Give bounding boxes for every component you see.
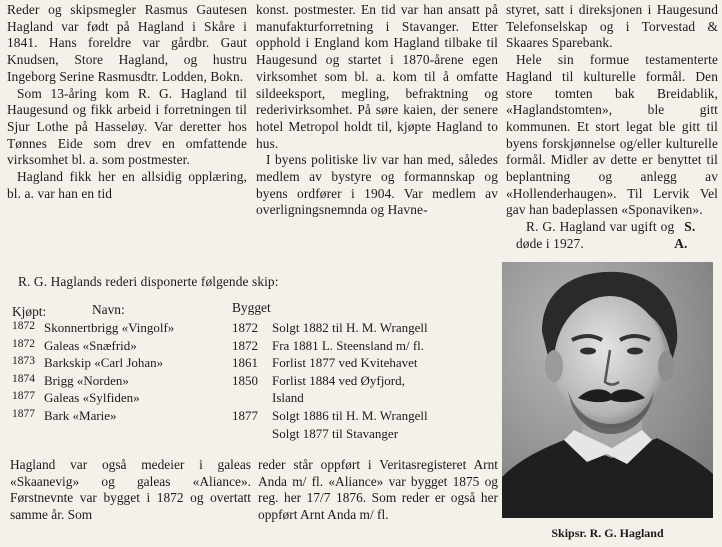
paragraph-coowner: Hagland var også medeier i galeas «Skaanevig» og galeas «Aliance». Førstnevnte var bygget i 1872 og overtatt samme år. Som — [10, 457, 251, 522]
cell-name: Galeas «Sylfiden» — [44, 390, 140, 406]
lower-column-2 — [258, 457, 498, 523]
cell-fate: Solgt 1886 til H. M. Wrangell — [272, 407, 428, 423]
table-row — [0, 426, 500, 444]
paragraph-intro: Reder og skipsmegler Rasmus Gautesen Hagland var født på Hagland i Skåre i 1841. Hans foreldre var gårdbr. Gaut Knudsen, Store Hagland, og hustru Ingeborg Serine Rasmusdtr. Lodden, Bokn. — [7, 2, 247, 84]
header-built: Bygget — [232, 300, 271, 315]
cell-fate: Forlist 1877 ved Kvitehavet — [272, 355, 418, 371]
table-row — [0, 373, 500, 391]
cell-name: Skonnertbrigg «Vingolf» — [44, 320, 175, 335]
lower-column-1 — [10, 457, 251, 523]
cell-built: 1850 — [232, 372, 258, 388]
article-column-2 — [256, 2, 498, 219]
cell-built: 1872 — [232, 320, 258, 335]
cell-fate: Fra 1881 L. Steensland m/ fl. — [272, 337, 425, 353]
table-row — [0, 355, 500, 373]
cell-year: 1872 — [12, 337, 35, 350]
photo-caption: Skipsr. R. G. Hagland — [551, 526, 664, 540]
cell-name: Galeas «Snæfrid» — [44, 337, 137, 353]
header-name: Navn: — [92, 302, 125, 317]
portrait-illustration — [502, 262, 713, 518]
fleet-table — [0, 320, 500, 443]
cell-fate: Solgt 1882 til H. M. Wrangell — [272, 320, 428, 335]
cell-built: 1872 — [232, 337, 258, 353]
paragraph-youth: Som 13-åring kom R. G. Hagland til Haugesund og fikk arbeid i forretningen til Sjur Lothe på Hasseløy. Var deretter hos Tønnes Eide som drev en omfattende virksomhet bl. a. som postmester. — [7, 85, 247, 168]
article-column-3 — [506, 2, 718, 253]
cell-built: 1861 — [232, 355, 258, 371]
paragraph-boards: styret, satt i direksjonen i Haugesund Telefonselskap og i Torvestad & Skaares Sparebank. — [506, 2, 718, 51]
cell-name: Barkskip «Carl Johan» — [44, 355, 164, 371]
paragraph-legacy: Hele sin formue testamenterte Hagland til kulturelle formål. Den store tomten bak Breidablik, «Haglandstomten», ble gitt kommunen. Et stort legat ble gitt til byens forskjønnelse og/eller kulturelle formål. Midler av dette er benyttet til beplantning og anlegg av «Hollenderhaugen». Til Lervik Vel gav han badeplassen «Sponaviken». — [506, 52, 718, 218]
cell-fate: Forlist 1884 ved Øyfjord, — [272, 372, 405, 388]
table-row — [0, 390, 500, 408]
cell-fate: Solgt 1877 til Stavanger — [272, 425, 399, 441]
table-row — [0, 320, 500, 338]
cell-fate-continued: Island — [272, 390, 304, 406]
paragraph-career: konst. postmester. En tid var han ansatt på manufakturforretning i Stavanger. Etter opphold i England kom Hagland tilbake til Haugesund og startet i 1870-årene egen virksomhet som bl. a. kom til å omfatte sildeeksport, megling, befraktning og rederivirksomhet. På søre kaien, der senere hotel Metropol holdt til, kjøpte Hagland to hus. — [256, 2, 498, 151]
table-row — [0, 408, 500, 426]
portrait-photo — [502, 262, 713, 518]
paragraph-politics: I byens politiske liv var han med, således medlem av bystyre og formannskap og byens ordfører i 1904. Var medlem av overligningsnemnda og Havne- — [256, 152, 498, 218]
fleet-heading: R. G. Haglands rederi disponerte følgende skip: — [18, 274, 279, 289]
cell-year: 1872 — [12, 320, 35, 332]
cell-built: 1877 — [232, 407, 258, 423]
cell-name: Brigg «Norden» — [44, 372, 129, 388]
paragraph-death: R. G. Hagland var ugift og døde i 1927. — [516, 219, 675, 251]
cell-year: 1873 — [12, 355, 35, 368]
closing-line — [506, 219, 718, 252]
paragraph-registry: reder står oppført i Veritasregisteret Arnt Anda m/ fl. «Aliance» var bygget 1875 og reg. her 17/7 1876. Som reder er også her oppført Arnt Anda m/ fl. — [258, 457, 498, 522]
cell-year: 1874 — [12, 372, 35, 385]
cell-year: 1877 — [12, 407, 35, 420]
author-signature: S. A. — [674, 219, 696, 251]
paragraph-training: Hagland fikk her en allsidig opplæring, bl. a. var han en tid — [7, 169, 247, 201]
article-column-1 — [7, 2, 247, 202]
cell-year: 1877 — [12, 390, 35, 403]
cell-name: Bark «Marie» — [44, 407, 117, 423]
header-bought: Kjøpt: — [12, 304, 47, 319]
table-row — [0, 338, 500, 356]
